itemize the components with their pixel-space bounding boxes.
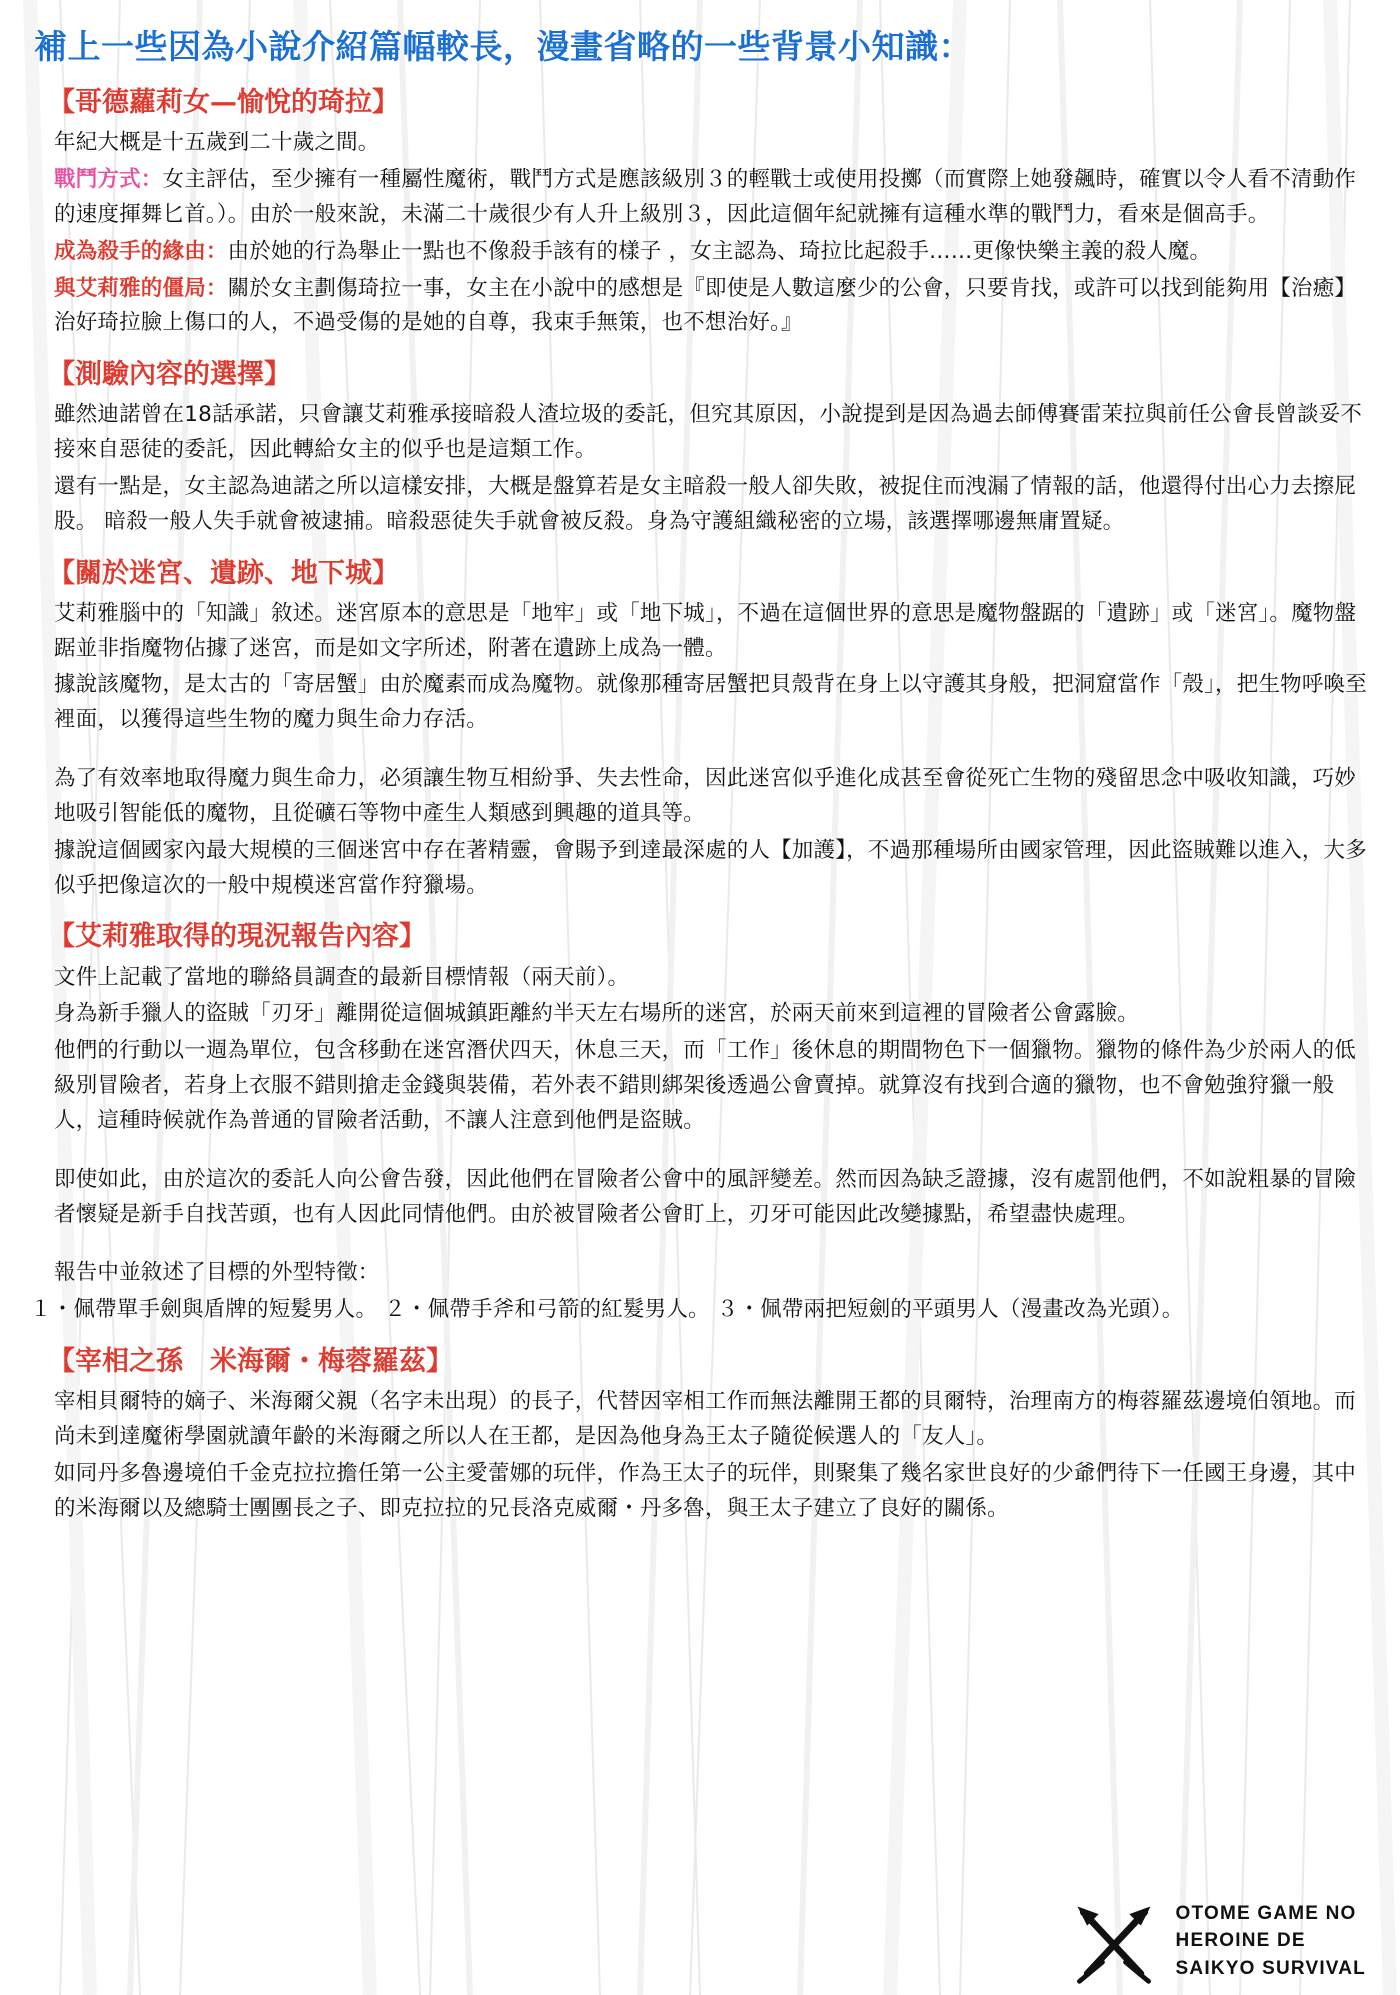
paragraph-text: 據說這個國家內最大規模的三個迷宮中存在著精靈，會賜予到達最深處的人【加護】，不過那種場所由國家管理，因此盜賊難以進入，大多似乎把像這次的一般中規模迷宮當作狩獵場。 [54, 837, 1367, 898]
paragraph-label: 與艾莉雅的僵局： [54, 275, 228, 301]
paragraph-text: 文件上記載了當地的聯絡員調查的最新目標情報（兩天前）。 [54, 964, 630, 990]
paragraph-text: 如同丹多魯邊境伯千金克拉拉擔任第一公主愛蕾娜的玩伴，作為王太子的玩伴，則聚集了幾名家世良好的少爺們待下一任國王身邊，其中的米海爾以及總騎士團團長之子、即克拉拉的兄長洛克威爾・丹多魯，與王太子建立了良好的關係。 [54, 1460, 1357, 1521]
paragraph-text: 宰相貝爾特的嫡子、米海爾父親（名字未出現）的長子，代替因宰相工作而無法離開王都的貝爾特，治理南方的梅蓉羅茲邊境伯領地。而尚未到達魔術學園就讀年齡的米海爾之所以人在王都，是因為他身為王太子隨從候選人的「友人」。 [54, 1389, 1357, 1449]
sections-container [30, 85, 1370, 1526]
logo-line-1: OTOME GAME NO [1175, 1902, 1357, 1924]
paragraph [30, 1293, 1370, 1328]
paragraph [30, 1457, 1370, 1527]
section-heading: 【宰相之孫 米海爾・梅蓉羅茲】 [48, 1345, 453, 1377]
paragraph-gap [30, 740, 1370, 762]
paragraph-label: 戰鬥方式： [54, 167, 163, 193]
paragraph-text: 女主評估，至少擁有一種屬性魔術，戰鬥方式是應該級別３的輕戰士或使用投擲（而實際上她發飆時，確實以令人看不清動作的速度揮舞匕首。）。由於一般來說，未滿二十歲很少有人升上級別３，因此這個年紀就擁有這種水準的戰鬥力，看來是個高手。 [54, 167, 1357, 227]
paragraph [30, 272, 1370, 342]
paragraph [30, 997, 1370, 1032]
paragraph [30, 597, 1370, 667]
paragraph-text: 還有一點是，女主認為迪諾之所以這樣安排，大概是盤算若是女主暗殺一般人卻失敗，被捉住而洩漏了情報的話，他還得付出心力去擦屁股。 暗殺一般人失手就會被逮捕。暗殺惡徒失手就會被反殺。身為守護組織秘密的立場，該選擇哪邊無庸置疑。 [54, 474, 1357, 534]
section-heading: 【關於迷宮、遺跡、地下城】 [48, 557, 399, 589]
paragraph-text: 身為新手獵人的盜賊「刃牙」離開從這個城鎮距離約半天左右場所的迷宮，於兩天前來到這裡的冒險者公會露臉。 [54, 1001, 1140, 1027]
paragraph-text: １・佩帶單手劍與盾牌的短髮男人。 ２・佩帶手斧和弓箭的紅髮男人。 ３・佩帶兩把短劍的平頭男人（漫畫改為光頭）。 [30, 1297, 1184, 1323]
section [30, 919, 1370, 1328]
logo-text [1176, 1900, 1366, 1983]
series-logo [1066, 1893, 1366, 1989]
paragraph-text: 據說該魔物，是太古的「寄居蟹」由於魔素而成為魔物。就像那種寄居蟹把貝殼背在身上以守護其身般，把洞窟當作「殼」，把生物呼喚至裡面，以獲得這些生物的魔力與生命力存活。 [54, 672, 1367, 733]
paragraph [30, 1385, 1370, 1455]
paragraph-text: 即使如此，由於這次的委託人向公會告發，因此他們在冒險者公會中的風評變差。然而因為缺乏證據，沒有處罰他們，不如說粗暴的冒險者懷疑是新手自找苦頭，也有人因此同情他們。由於被冒險者公會盯上，刃牙可能因此改變據點，希望盡快處理。 [54, 1166, 1357, 1227]
section [30, 357, 1370, 539]
section-heading: 【艾莉雅取得的現況報告內容】 [48, 921, 426, 953]
section-heading: 【測驗內容的選擇】 [48, 359, 291, 391]
paragraph [30, 834, 1370, 904]
paragraph [30, 1034, 1370, 1138]
paragraph-text: 報告中並敘述了目標的外型特徵： [54, 1260, 380, 1286]
paragraph-text: 雖然迪諾曾在18話承諾，只會讓艾莉雅承接暗殺人渣垃圾的委託，但究其原因，小說提到是因為過去師傅賽雷茉拉與前任公會長曾談妥不接來自惡徒的委託，因此轉給女主的似乎也是這類工作。 [54, 402, 1363, 463]
paragraph-gap [30, 1234, 1370, 1256]
section [30, 85, 1370, 341]
paragraph [30, 126, 1370, 161]
crossed-swords-icon [1066, 1893, 1162, 1989]
logo-line-3: SAIKYO SURVIVAL [1175, 1957, 1366, 1979]
paragraph-text: 為了有效率地取得魔力與生命力，必須讓生物互相紛爭、失去性命，因此迷宮似乎進化成甚至會從死亡生物的殘留思念中吸收知識，巧妙地吸引智能低的魔物，且從礦石等物中產生人類感到興趣的道具等。 [54, 766, 1357, 826]
paragraph [30, 470, 1370, 540]
section [30, 1344, 1370, 1526]
paragraph [30, 961, 1370, 996]
paragraph-text: 他們的行動以一週為單位，包含移動在迷宮潛伏四天，休息三天，而「工作」後休息的期間物色下一個獵物。獵物的條件為少於兩人的低級別冒險者，若身上衣服不錯則搶走金錢與裝備，若外表不錯則綁架後透過公會賣掉。就算沒有找到合適的獵物，也不會勉強狩獵一般人，這種時候就作為普通的冒險者活動，不讓人注意到他們是盜賊。 [54, 1038, 1357, 1133]
paragraph-gap [30, 1141, 1370, 1163]
paragraph-text: 關於女主劃傷琦拉一事，女主在小說中的感想是『即使是人數這麼少的公會，只要肯找，或許可以找到能夠用【治癒】治好琦拉臉上傷口的人，不過受傷的是她的自尊，我束手無策，也不想治好。』 [54, 275, 1357, 336]
section-heading: 【哥德蘿莉女—愉悅的琦拉】 [48, 87, 399, 119]
paragraph [30, 235, 1370, 270]
paragraph [30, 668, 1370, 738]
paragraph [30, 163, 1370, 233]
paragraph [30, 1163, 1370, 1233]
paragraph [30, 1256, 1370, 1291]
page-title: 補上一些因為小說介紹篇幅較長，漫畫省略的一些背景小知識： [34, 27, 972, 66]
logo-line-2: HEROINE DE [1175, 1930, 1306, 1952]
paragraph-text: 年紀大概是十五歲到二十歲之間。 [54, 130, 380, 156]
paragraph [30, 398, 1370, 468]
paragraph [30, 762, 1370, 832]
section [30, 556, 1370, 904]
paragraph-text: 由於她的行為舉止一點也不像殺手該有的樣子 ，女主認為、琦拉比起殺手……更像快樂主義的殺人魔。 [227, 238, 1212, 264]
paragraph-label: 成為殺手的緣由： [54, 238, 228, 264]
paragraph-text: 艾莉雅腦中的「知識」敘述。迷宮原本的意思是「地牢」或「地下城」，不過在這個世界的意思是魔物盤踞的「遺跡」或「迷宮」。魔物盤踞並非指魔物佔據了迷宮，而是如文字所述，附著在遺跡上成為一體。 [54, 600, 1357, 661]
